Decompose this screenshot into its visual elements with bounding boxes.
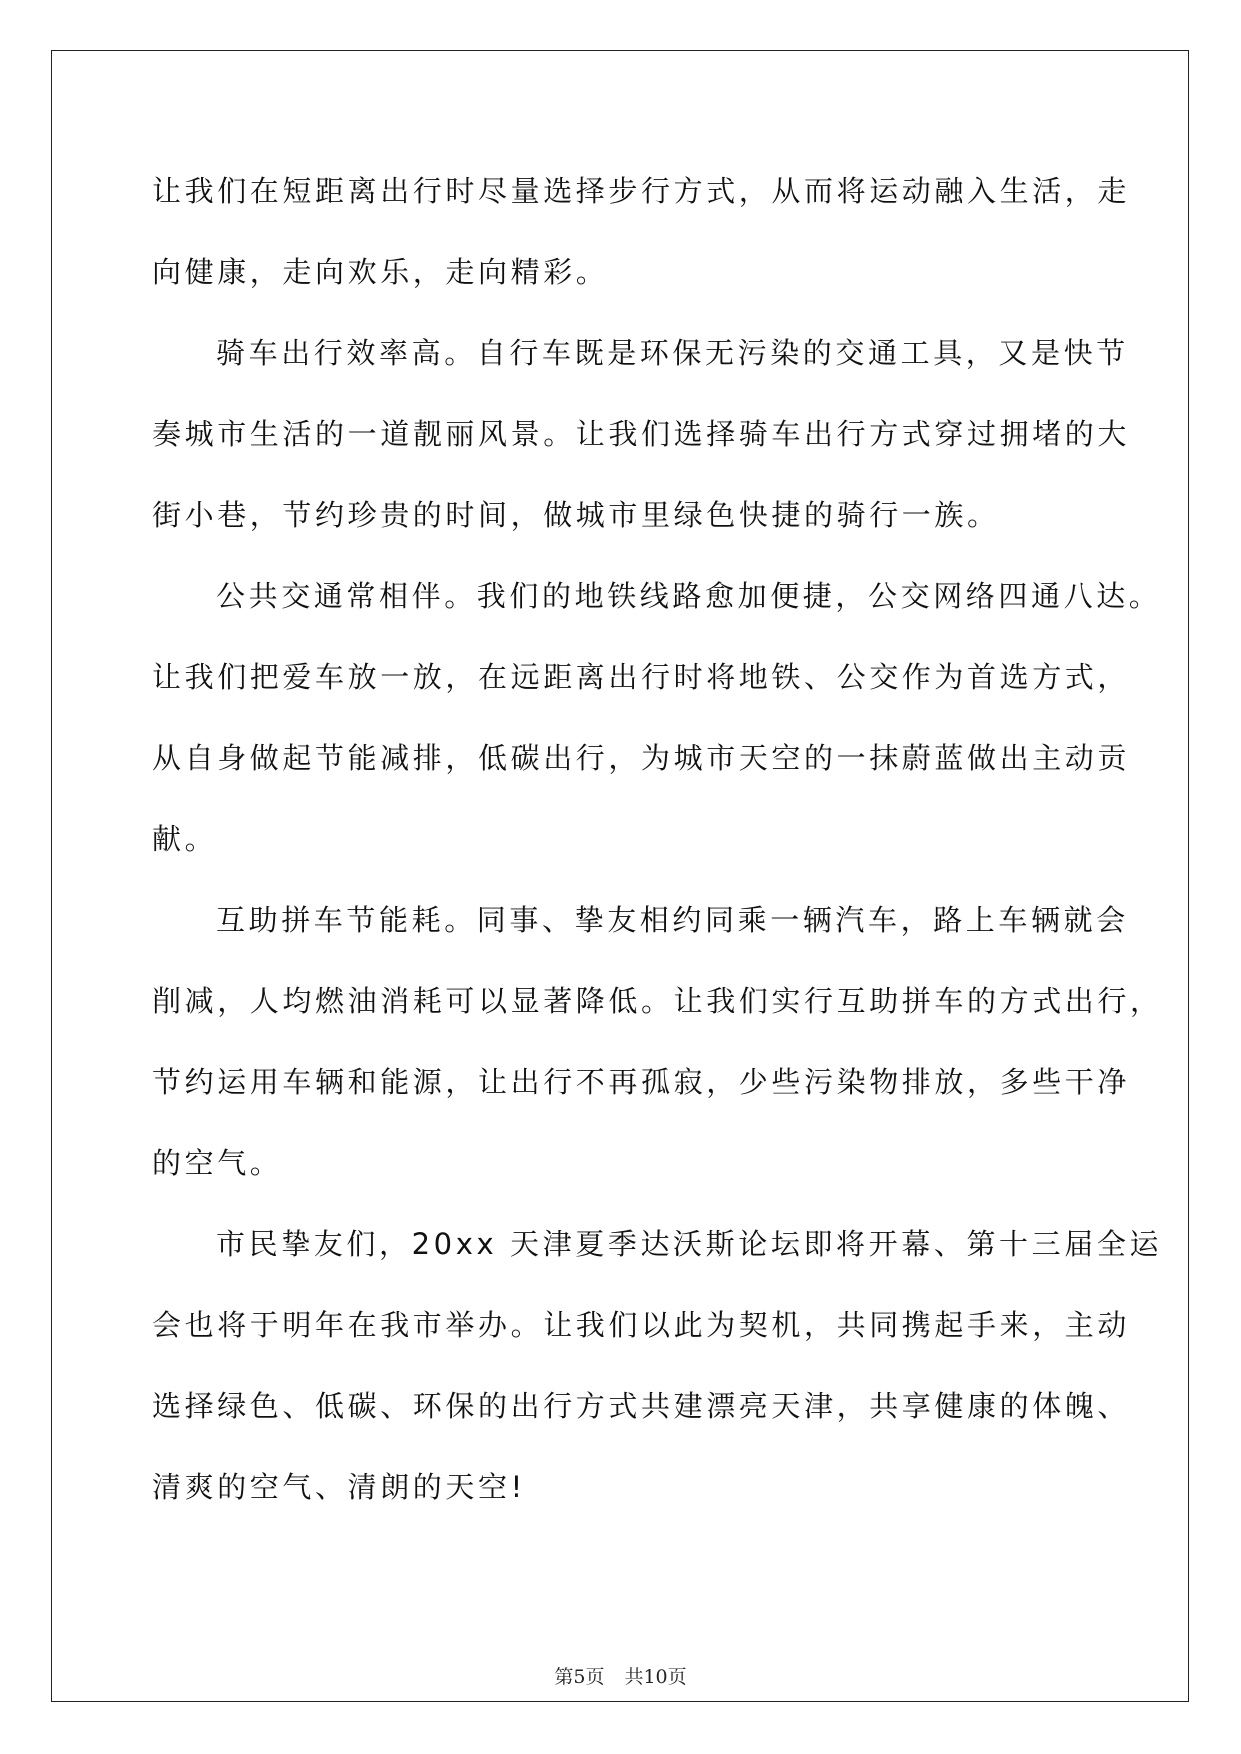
text-line: 奏城市生活的一道靓丽风景。让我们选择骑车出行方式穿过拥堵的大 — [152, 417, 1131, 451]
page-total: 共10页 — [624, 1666, 687, 1688]
paragraph-first-line: 公共交通常相伴。我们的地铁线路愈加便捷，公交网络四通八达。 — [216, 579, 1162, 613]
text-line: 节约运用车辆和能源，让出行不再孤寂，少些污染物排放，多些干净 — [152, 1065, 1131, 1099]
paragraph-first-line: 互助拼车节能耗。同事、挚友相约同乘一辆汽车，路上车辆就会 — [216, 903, 1129, 937]
text-line: 削减，人均燃油消耗可以显著降低。让我们实行互助拼车的方式出行， — [152, 984, 1163, 1018]
page-number: 第5页 — [554, 1666, 605, 1688]
text-line: 街小巷，节约珍贵的时间，做城市里绿色快捷的骑行一族。 — [152, 498, 1000, 532]
text-line: 的空气。 — [152, 1146, 283, 1180]
page-footer — [0, 1662, 1241, 1689]
text-line: 向健康，走向欢乐，走向精彩。 — [152, 255, 609, 289]
document-body — [152, 160, 1163, 1537]
paragraph-first-line: 市民挚友们，20xx 天津夏季达沃斯论坛即将开幕、第十三届全运 — [216, 1227, 1163, 1261]
paragraph-first-line: 骑车出行效率高。自行车既是环保无污染的交通工具，又是快节 — [216, 336, 1129, 370]
text-line: 选择绿色、低碳、环保的出行方式共建漂亮天津，共享健康的体魄、 — [152, 1389, 1131, 1423]
text-line: 从自身做起节能减排，低碳出行，为城市天空的一抹蔚蓝做出主动贡 — [152, 741, 1131, 775]
text-line: 让我们把爱车放一放，在远距离出行时将地铁、公交作为首选方式， — [152, 660, 1131, 694]
text-line: 献。 — [152, 822, 218, 856]
text-line: 清爽的空气、清朗的天空! — [152, 1470, 526, 1504]
text-line: 让我们在短距离出行时尽量选择步行方式，从而将运动融入生活，走 — [152, 174, 1131, 208]
text-line: 会也将于明年在我市举办。让我们以此为契机，共同携起手来，主动 — [152, 1308, 1131, 1342]
